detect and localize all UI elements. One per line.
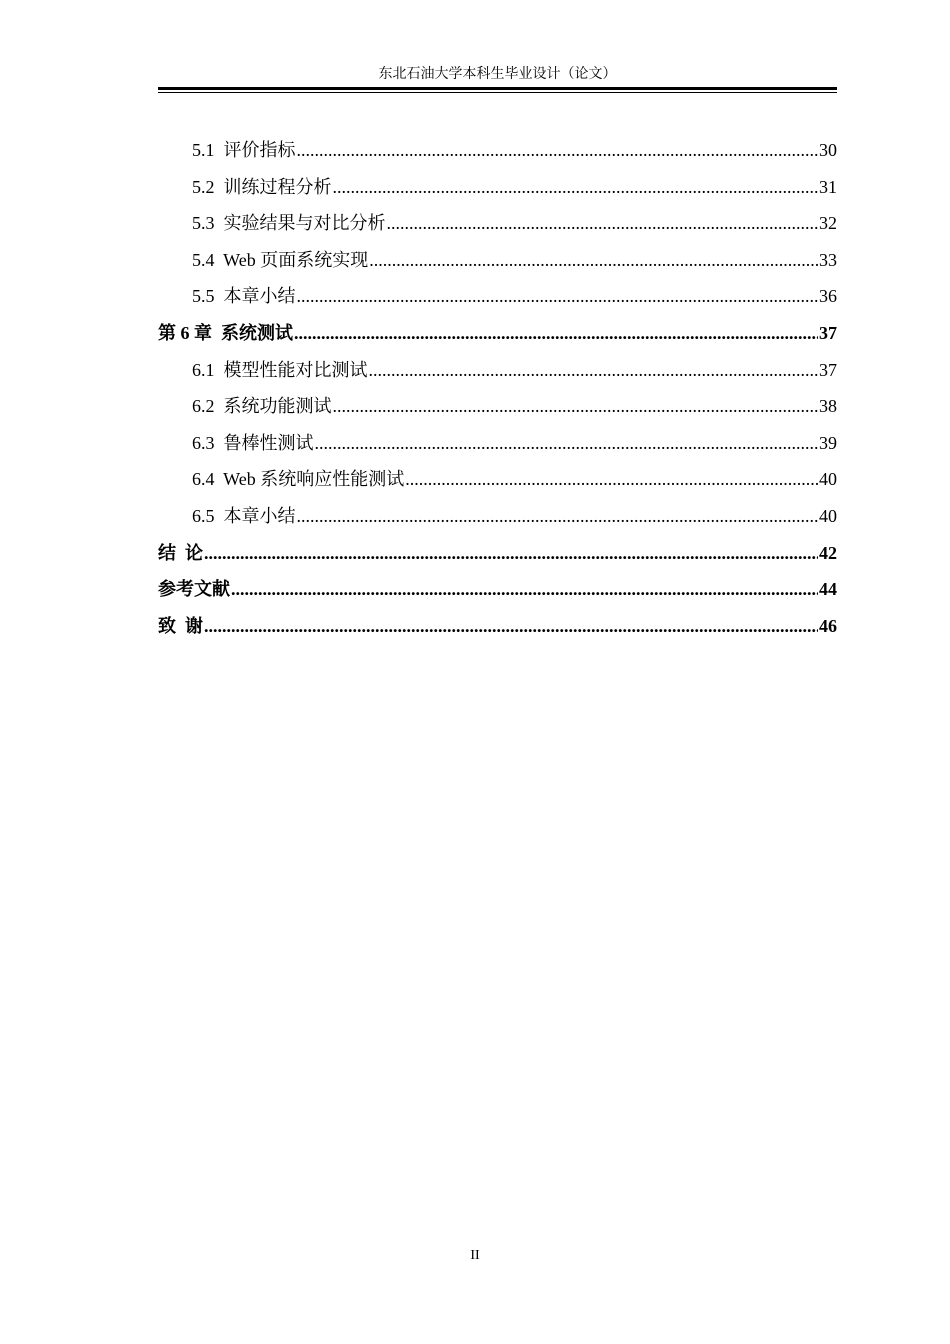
toc-dot-leader [369, 250, 818, 271]
toc-dot-leader [294, 323, 818, 344]
header-rule-thin [158, 92, 837, 93]
toc-entry-label: 5.2 训练过程分析 [192, 176, 332, 197]
toc-entry-label: 6.4 Web 系统响应性能测试 [192, 469, 405, 490]
toc-entry-label: 6.3 鲁棒性测试 [192, 432, 314, 453]
toc-dot-leader [333, 177, 819, 198]
toc-entry-page: 36 [819, 286, 837, 307]
table-of-contents [158, 136, 837, 648]
toc-entry-label: 5.3 实验结果与对比分析 [192, 213, 386, 234]
toc-entry-page: 40 [819, 505, 837, 526]
page-number: II [470, 1248, 480, 1263]
toc-entry-page: 42 [819, 542, 837, 563]
toc-entry [158, 502, 837, 539]
toc-entry-page: 44 [819, 579, 837, 600]
toc-dot-leader [405, 469, 818, 490]
toc-entry-page: 33 [819, 249, 837, 270]
toc-entry-label: 参考文献 [158, 579, 230, 600]
toc-entry-page: 46 [819, 615, 837, 636]
toc-entry-label: 致 谢 [158, 615, 203, 636]
toc-entry-label: 5.4 Web 页面系统实现 [192, 249, 369, 270]
toc-entry-label: 6.2 系统功能测试 [192, 396, 332, 417]
toc-dot-leader [204, 616, 818, 637]
toc-entry-page: 30 [819, 140, 837, 160]
toc-dot-leader [333, 396, 819, 417]
toc-dot-leader [231, 579, 818, 600]
toc-entry [158, 209, 837, 246]
toc-entry [158, 429, 837, 466]
toc-dot-leader [297, 506, 819, 527]
toc-entry-label: 第 6 章 系统测试 [158, 322, 293, 343]
toc-entry-label: 6.1 模型性能对比测试 [192, 359, 368, 380]
toc-entry-label: 6.5 本章小结 [192, 505, 296, 526]
toc-entry [158, 465, 837, 502]
running-header: 东北石油大学本科生毕业设计（论文） [378, 67, 617, 82]
toc-entry [158, 392, 837, 429]
toc-dot-leader [297, 140, 819, 161]
toc-entry-label: 5.5 本章小结 [192, 286, 296, 307]
toc-entry-page: 38 [819, 396, 837, 417]
toc-dot-leader [387, 213, 819, 234]
toc-dot-leader [204, 543, 818, 564]
toc-entry-label: 结 论 [158, 542, 203, 563]
toc-dot-leader [315, 433, 819, 454]
toc-entry [158, 575, 837, 612]
toc-entry-page: 37 [819, 359, 837, 380]
toc-entry-page: 37 [819, 322, 837, 343]
toc-entry [158, 356, 837, 393]
toc-entry-label: 5.1 评价指标 [192, 140, 296, 160]
header-rule-thick [158, 87, 837, 90]
toc-entry [158, 319, 837, 356]
toc-entry [158, 612, 837, 649]
toc-entry-page: 40 [819, 469, 837, 490]
toc-dot-leader [297, 286, 819, 307]
toc-entry [158, 136, 837, 173]
toc-entry [158, 246, 837, 283]
toc-dot-leader [369, 360, 819, 381]
toc-entry-page: 32 [819, 213, 837, 234]
toc-entry [158, 282, 837, 319]
toc-entry [158, 539, 837, 576]
toc-entry-page: 39 [819, 432, 837, 453]
toc-entry-page: 31 [819, 176, 837, 197]
toc-entry [158, 173, 837, 210]
